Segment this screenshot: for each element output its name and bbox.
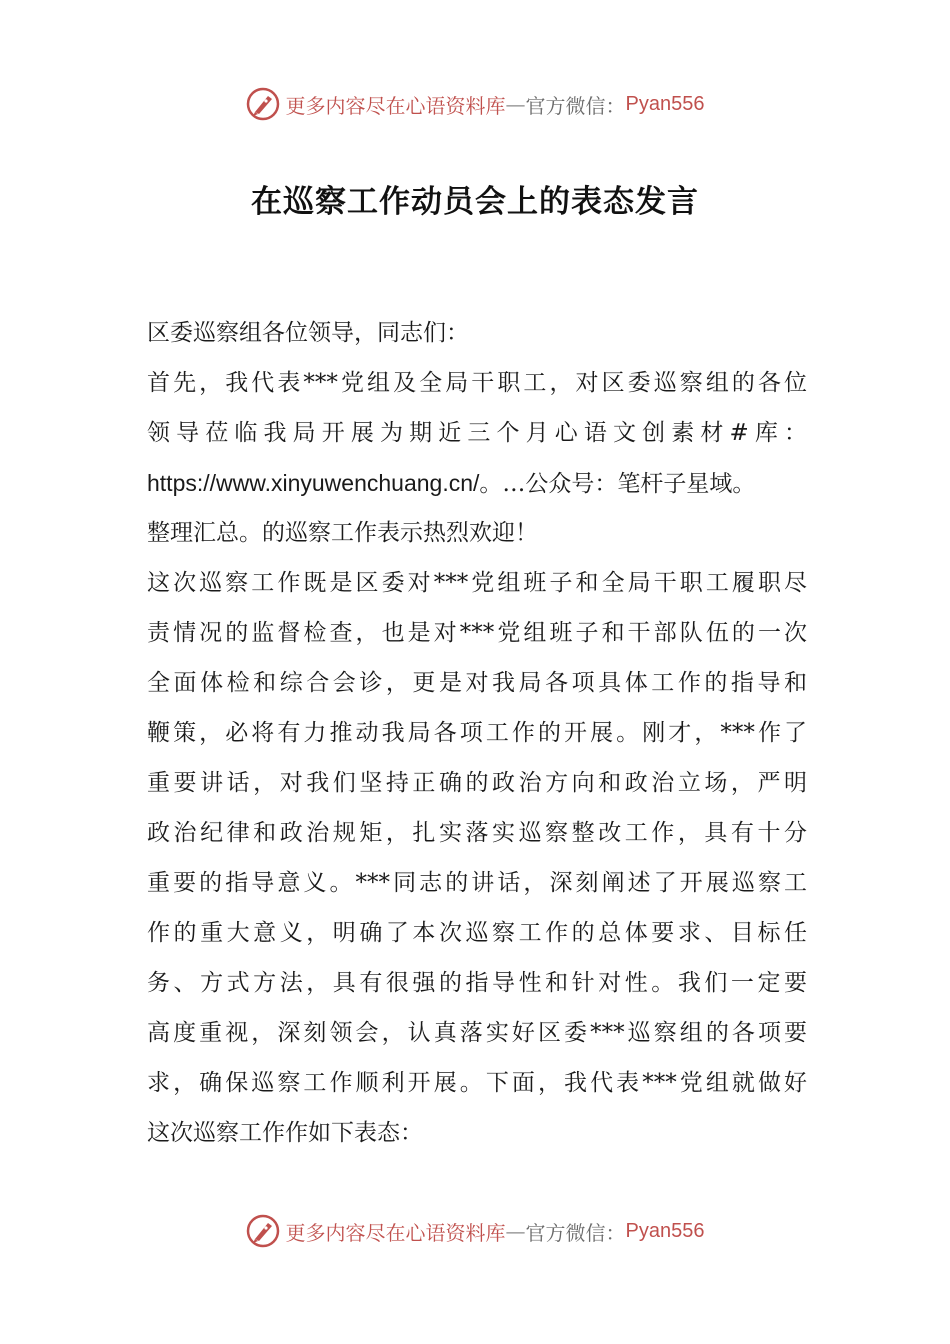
paragraph-1-line-4: 整理汇总。的巡察工作表示热烈欢迎！: [147, 520, 538, 546]
paragraph-2-line-5: 重要讲话，对我们坚持正确的政治方向和政治立场，严明: [147, 770, 807, 796]
paragraph-1-line-2: 领导莅临我局开展为期近三个月心语文创素材#库：: [147, 420, 807, 446]
paragraph-2-line-10: 高度重视，深刻领会，认真落实好区委***巡察组的各项要: [147, 1020, 807, 1046]
paragraph-2-line-12: 这次巡察工作作如下表态：: [147, 1120, 423, 1146]
paragraph-2-line-6: 政治纪律和政治规矩，扎实落实巡察整改工作，具有十分: [147, 820, 807, 846]
paragraph-1-line-3-rest: 。…公众号：笔杆子星域。: [479, 471, 756, 497]
header-banner: [0, 84, 950, 124]
document-body: [147, 308, 807, 1158]
footer-banner: [0, 1211, 950, 1251]
salutation: 区委巡察组各位领导，同志们：: [147, 320, 469, 346]
banner-wechat-label: 官方微信：: [525, 1220, 626, 1245]
banner-wechat-id: Pyan556: [625, 1219, 705, 1242]
paragraph-1-line-3: [147, 458, 807, 508]
paragraph-1-line-1: 首先，我代表***党组及全局干职工，对区委巡察组的各位: [147, 370, 807, 396]
paragraph-2-line-11: 求，确保巡察工作顺利开展。下面，我代表***党组就做好: [147, 1070, 807, 1096]
pen-nib-logo-icon: [246, 87, 280, 121]
banner-separator: —: [505, 92, 526, 116]
paragraph-2-line-7: 重要的指导意义。***同志的讲话，深刻阐述了开展巡察工: [147, 870, 807, 896]
banner-wechat-id: Pyan556: [625, 92, 705, 115]
banner-wechat-label: 官方微信：: [525, 93, 626, 118]
paragraph-2-line-1: 这次巡察工作既是区委对***党组班子和全局干职工履职尽: [147, 570, 807, 596]
document-title: 在巡察工作动员会上的表态发言: [251, 184, 699, 220]
paragraph-2-line-9: 务、方式方法，具有很强的指导性和针对性。我们一定要: [147, 970, 807, 996]
pen-nib-logo-icon: [246, 1214, 280, 1248]
website-link[interactable]: https://www.xinyuwenchuang.cn/: [147, 470, 480, 496]
banner-text: 更多内容尽在心语资料库: [285, 93, 506, 118]
banner-separator: —: [505, 1219, 526, 1243]
paragraph-2-line-8: 作的重大意义，明确了本次巡察工作的总体要求、目标任: [147, 920, 807, 946]
paragraph-2-line-2: 责情况的监督检查，也是对***党组班子和干部队伍的一次: [147, 620, 807, 646]
banner-text: 更多内容尽在心语资料库: [285, 1220, 506, 1245]
paragraph-2-line-3: 全面体检和综合会诊，更是对我局各项具体工作的指导和: [147, 670, 807, 696]
paragraph-2-line-4: 鞭策，必将有力推动我局各项工作的开展。刚才，***作了: [147, 720, 807, 746]
